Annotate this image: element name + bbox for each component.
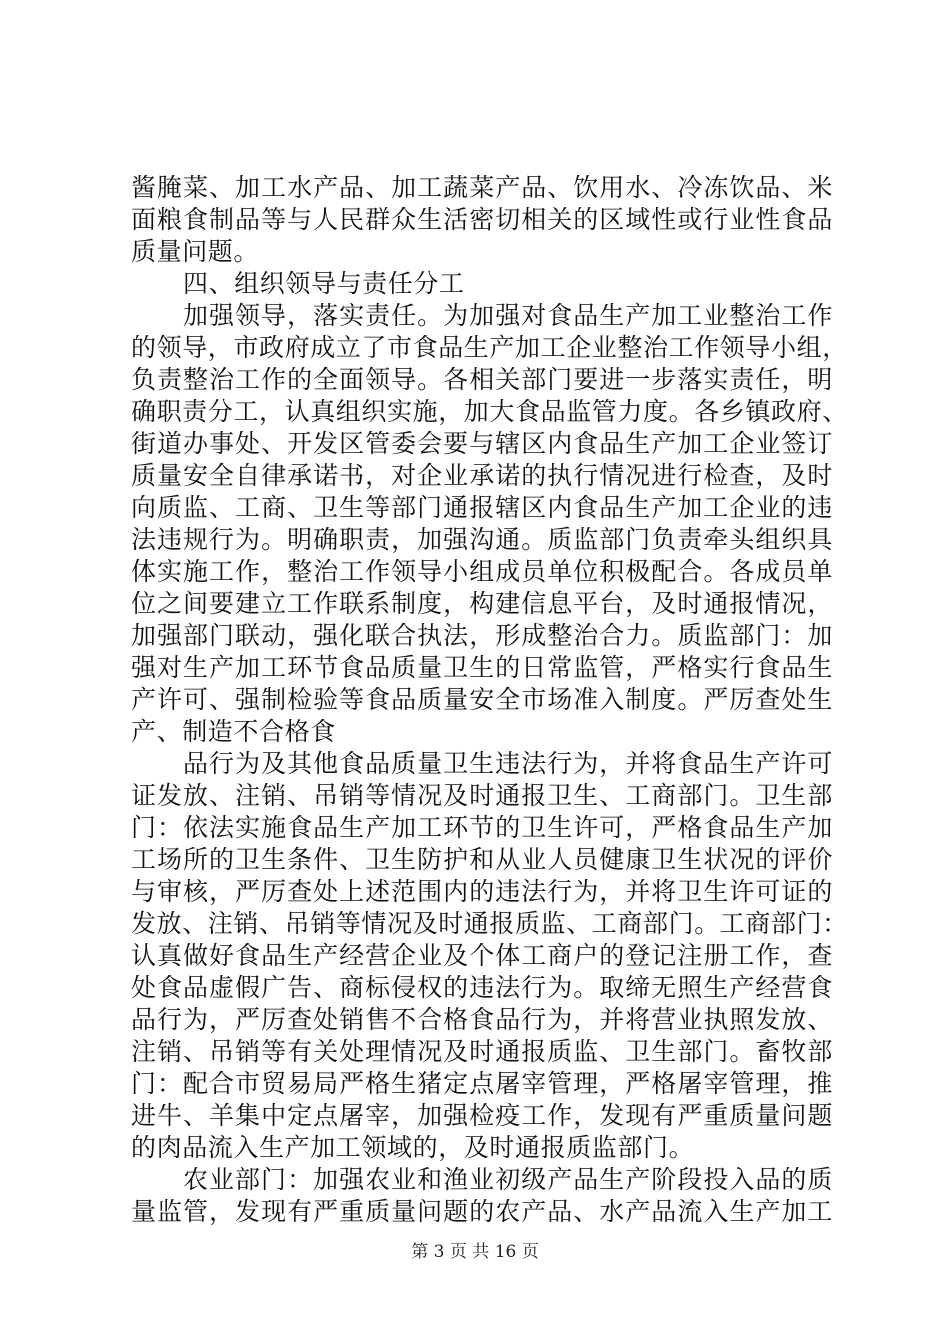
text-line: 认真做好食品生产经营企业及个体工商户的登记注册工作，查 bbox=[131, 941, 833, 970]
text-line: 与审核，严厉查处上述范围内的违法行为，并将卫生许可证的 bbox=[131, 877, 833, 906]
text-line: 法违规行为。明确职责，加强沟通。质监部门负责牵头组织具 bbox=[131, 525, 833, 554]
text-line: 负责整治工作的全面领导。各相关部门要进一步落实责任，明 bbox=[131, 365, 833, 394]
text-line: 进牛、羊集中定点屠宰，加强检疫工作，发现有严重质量问题 bbox=[131, 1101, 833, 1130]
text-line: 的肉品流入生产加工领域的，及时通报质监部门。 bbox=[131, 1133, 695, 1162]
text-line: 注销、吊销等有关处理情况及时通报质监、卫生部门。畜牧部 bbox=[131, 1037, 833, 1066]
text-line: 确职责分工，认真组织实施，加大食品监管力度。各乡镇政府、 bbox=[131, 397, 848, 426]
text-line: 的领导，市政府成立了市食品生产加工企业整治工作领导小组， bbox=[131, 333, 848, 362]
text-line: 街道办事处、开发区管委会要与辖区内食品生产加工企业签订 bbox=[131, 429, 833, 458]
text-line: 门：依法实施食品生产加工环节的卫生许可，严格食品生产加 bbox=[131, 813, 833, 842]
text-line: 门：配合市贸易局严格生猪定点屠宰管理，严格屠宰管理，推 bbox=[131, 1069, 833, 1098]
text-line: 向质监、工商、卫生等部门通报辖区内食品生产加工企业的违 bbox=[131, 493, 833, 522]
text-line: 品行为及其他食品质量卫生违法行为，并将食品生产许可 bbox=[183, 749, 833, 778]
text-line: 产、制造不合格食 bbox=[131, 717, 336, 746]
text-line: 产许可、强制检验等食品质量安全市场准入制度。严厉查处生 bbox=[131, 685, 833, 714]
text-line: 农业部门：加强农业和渔业初级产品生产阶段投入品的质 bbox=[183, 1165, 833, 1194]
text-line: 发放、注销、吊销等情况及时通报质监、工商部门。工商部门： bbox=[131, 909, 848, 938]
text-line: 体实施工作，整治工作领导小组成员单位积极配合。各成员单 bbox=[131, 557, 833, 586]
text-line: 质量问题。 bbox=[131, 237, 260, 266]
text-line: 四、组织领导与责任分工 bbox=[183, 269, 465, 298]
text-line: 位之间要建立工作联系制度，构建信息平台，及时通报情况， bbox=[131, 589, 833, 618]
text-line: 面粮食制品等与人民群众生活密切相关的区域性或行业性食品 bbox=[131, 205, 833, 234]
text-line: 加强领导，落实责任。为加强对食品生产加工业整治工作 bbox=[183, 301, 833, 330]
text-line: 加强部门联动，强化联合执法，形成整治合力。质监部门：加 bbox=[131, 621, 833, 650]
text-line: 量监管，发现有严重质量问题的农产品、水产品流入生产加工 bbox=[131, 1197, 833, 1226]
text-line: 酱腌菜、加工水产品、加工蔬菜产品、饮用水、冷冻饮品、米 bbox=[131, 173, 833, 202]
text-line: 质量安全自律承诺书，对企业承诺的执行情况进行检查，及时 bbox=[131, 461, 833, 490]
page-footer: 第 3 页 共 16 页 bbox=[411, 1242, 539, 1262]
text-line: 处食品虚假广告、商标侵权的违法行为。取缔无照生产经营食 bbox=[131, 973, 833, 1002]
text-line: 强对生产加工环节食品质量卫生的日常监管，严格实行食品生 bbox=[131, 653, 833, 682]
text-line: 品行为，严厉查处销售不合格食品行为，并将营业执照发放、 bbox=[131, 1005, 833, 1034]
text-line: 证发放、注销、吊销等情况及时通报卫生、工商部门。卫生部 bbox=[131, 781, 833, 810]
document-body bbox=[131, 172, 848, 1228]
text-line: 工场所的卫生条件、卫生防护和从业人员健康卫生状况的评价 bbox=[131, 845, 833, 874]
